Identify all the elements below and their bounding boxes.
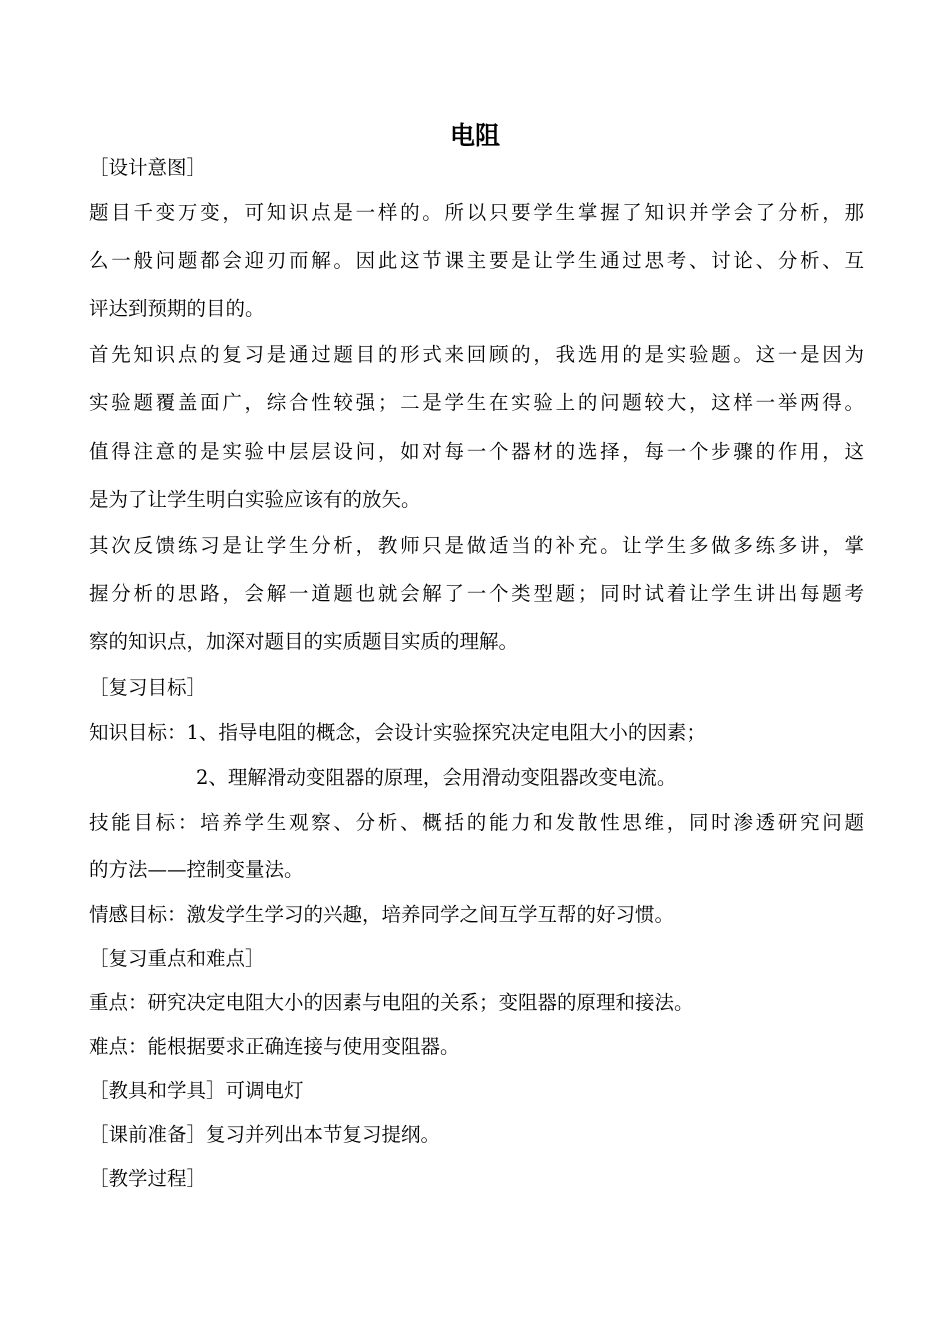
emotion-goal: 情感目标：激发学生学习的兴趣，培养同学之间互学互帮的好习惯。 xyxy=(89,903,675,926)
design-paragraph-3-line-2: 握分析的思路，会解一道题也就会解了一个类型题；同时试着让学生讲出每题考 xyxy=(89,582,864,605)
design-paragraph-1-line-3: 评达到预期的目的。 xyxy=(89,297,265,320)
knowledge-goal-2: 2、理解滑动变阻器的原理，会用滑动变阻器改变电流。 xyxy=(196,766,677,789)
document-title: 电阻 xyxy=(449,121,500,150)
key-point: 重点：研究决定电阻大小的因素与电阻的关系；变阻器的原理和接法。 xyxy=(89,991,694,1014)
skill-goal-line-2: 的方法——控制变量法。 xyxy=(89,858,304,881)
knowledge-goal-1: 知识目标：1、指导电阻的概念，会设计实验探究决定电阻大小的因素； xyxy=(89,721,706,744)
design-paragraph-2-line-1: 首先知识点的复习是通过题目的形式来回顾的，我选用的是实验题。这一是因为 xyxy=(89,343,864,366)
design-paragraph-2-line-3: 值得注意的是实验中层层设问，如对每一个器材的选择，每一个步骤的作用，这 xyxy=(89,440,864,463)
teaching-process-heading: ［教学过程］ xyxy=(89,1167,207,1190)
design-paragraph-2-line-4: 是为了让学生明白实验应该有的放矢。 xyxy=(89,488,421,511)
design-paragraph-1-line-2: 么一般问题都会迎刃而解。因此这节课主要是让学生通过思考、讨论、分析、互 xyxy=(89,249,864,272)
difficult-point: 难点：能根据要求正确连接与使用变阻器。 xyxy=(89,1035,460,1058)
key-difficult-heading: ［复习重点和难点］ xyxy=(89,947,265,970)
design-intent-heading: ［设计意图］ xyxy=(89,156,207,179)
class-preparation: ［课前准备］复习并列出本节复习提纲。 xyxy=(89,1123,441,1146)
teaching-tools: ［教具和学具］可调电灯 xyxy=(89,1079,304,1102)
skill-goal-line-1: 技能目标：培养学生观察、分析、概括的能力和发散性思维，同时渗透研究问题 xyxy=(89,811,864,834)
design-paragraph-3-line-3: 察的知识点，加深对题目的实质题目实质的理解。 xyxy=(89,630,519,653)
design-paragraph-3-line-1: 其次反馈练习是让学生分析，教师只是做适当的补充。让学生多做多练多讲，掌 xyxy=(89,534,864,557)
design-paragraph-2-line-2: 实验题覆盖面广，综合性较强；二是学生在实验上的问题较大，这样一举两得。 xyxy=(89,391,864,414)
design-paragraph-1-line-1: 题目千变万变，可知识点是一样的。所以只要学生掌握了知识并学会了分析，那 xyxy=(89,201,864,224)
review-goals-heading: ［复习目标］ xyxy=(89,676,207,699)
